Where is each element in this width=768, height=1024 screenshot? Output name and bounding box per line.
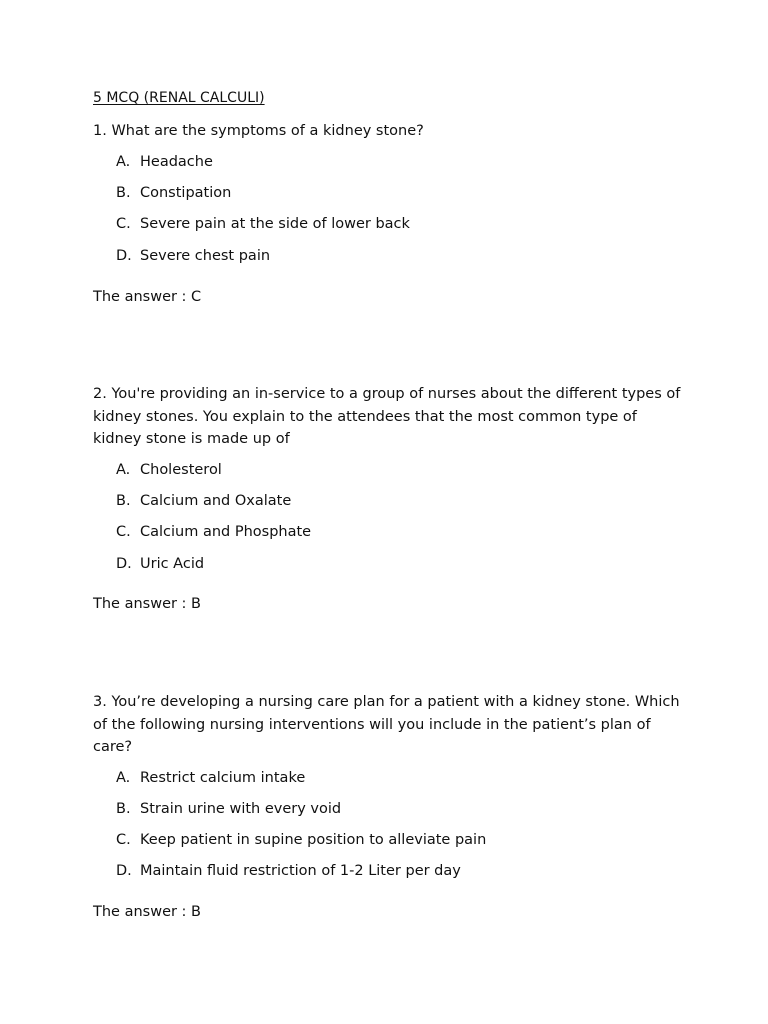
option-letter: C.: [116, 216, 131, 232]
option-letter: D.: [116, 863, 132, 879]
question-1-answer: The answer : C: [93, 289, 202, 305]
question-3-option-a: [116, 768, 305, 788]
question-1-option-a: [116, 152, 213, 172]
option-letter: B.: [116, 801, 131, 817]
option-text: Keep patient in supine position to alleviate pain: [140, 832, 487, 848]
option-text: Strain urine with every void: [140, 801, 342, 817]
question-3-text: 3. You’re developing a nursing care plan for a patient with a kidney stone. Which of the following nursing interventions will you include in the patient’s plan of care?: [93, 694, 680, 755]
question-3-answer: The answer : B: [93, 904, 201, 920]
option-text: Cholesterol: [140, 462, 222, 478]
option-text: Calcium and Phosphate: [140, 524, 312, 540]
option-text: Uric Acid: [140, 556, 205, 572]
question-1-text: 1. What are the symptoms of a kidney stone?: [93, 123, 424, 139]
option-text: Severe chest pain: [140, 248, 271, 264]
question-3-option-c: [116, 830, 486, 850]
question-2-answer: The answer : B: [93, 596, 201, 612]
question-2-option-c: [116, 522, 311, 542]
question-1-option-d: [116, 246, 270, 266]
option-text: Restrict calcium intake: [140, 770, 306, 786]
question-1-option-b: [116, 183, 231, 203]
option-letter: D.: [116, 556, 132, 572]
option-letter: A.: [116, 154, 131, 170]
document-title: 5 MCQ (RENAL CALCULI): [93, 90, 265, 106]
option-letter: B.: [116, 493, 131, 509]
option-letter: B.: [116, 185, 131, 201]
option-text: Maintain fluid restriction of 1-2 Liter per day: [140, 863, 461, 879]
option-text: Headache: [140, 154, 213, 170]
question-2-option-d: [116, 554, 204, 574]
option-text: Severe pain at the side of lower back: [140, 216, 410, 232]
option-letter: C.: [116, 832, 131, 848]
option-letter: D.: [116, 248, 132, 264]
question-2-option-a: [116, 460, 222, 480]
question-1-option-c: [116, 214, 410, 234]
option-letter: C.: [116, 524, 131, 540]
question-2-text: 2. You're providing an in-service to a group of nurses about the different types of kidney stones. You explain to the attendees that the most common type of kidney stone is made up of: [93, 386, 681, 447]
question-2-option-b: [116, 491, 291, 511]
option-letter: A.: [116, 462, 131, 478]
option-text: Calcium and Oxalate: [140, 493, 292, 509]
option-letter: A.: [116, 770, 131, 786]
question-3-option-b: [116, 799, 341, 819]
option-text: Constipation: [140, 185, 232, 201]
question-3-option-d: [116, 861, 461, 881]
